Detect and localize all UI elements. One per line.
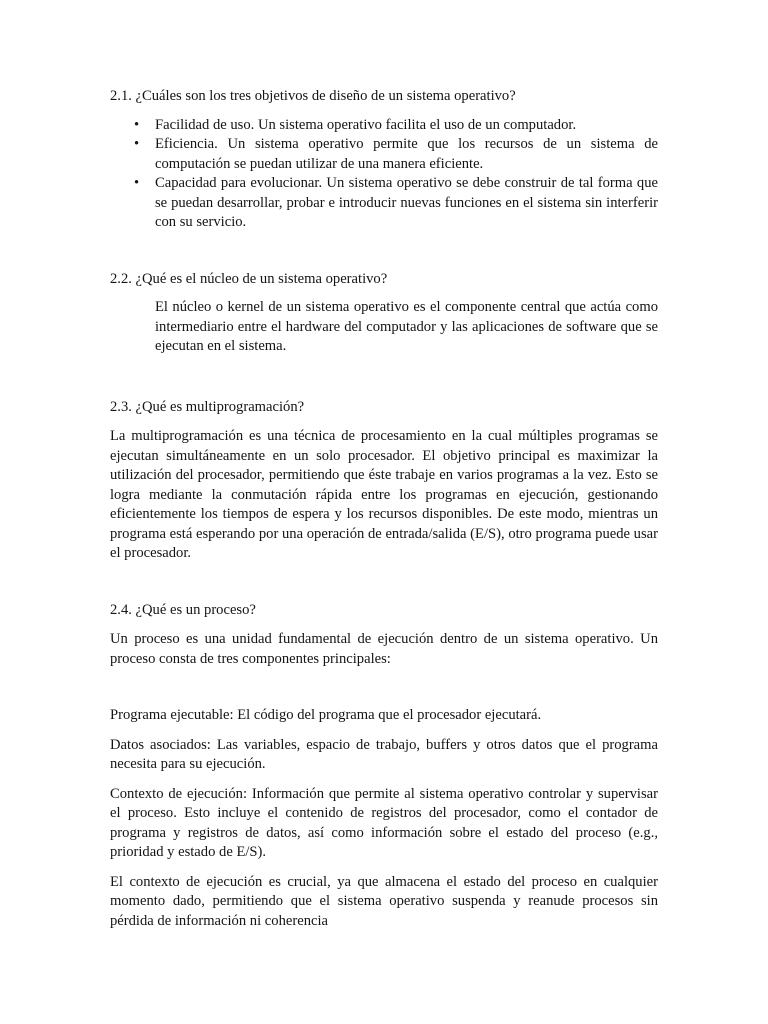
question-2-4: 2.4. ¿Qué es un proceso?: [110, 601, 256, 618]
question-2-3: 2.3. ¿Qué es multiprogramación?: [110, 398, 305, 415]
bullet-icon: •: [134, 175, 140, 191]
list-item: [134, 174, 658, 233]
list-item-text: Capacidad para evolucionar. Un sistema operativo se debe construir de tal forma que se puedan desarrollar, probar e introducir nuevas funciones en el sistema sin interferir con su servicio.: [155, 175, 658, 230]
list-item-text: Facilidad de uso. Un sistema operativo facilita el uso de un computador.: [155, 116, 577, 133]
process-component-data: Datos asociados: Las variables, espacio de trabajo, buffers y otros datos que el programa necesita para su ejecución.: [110, 736, 658, 772]
answer-2-4-closing: El contexto de ejecución es crucial, ya que almacena el estado del proceso en cualquier momento dado, permitiendo que el sistema operativo suspenda y reanude procesos sin pérdida de información ni coherencia: [110, 873, 658, 929]
list-item: [134, 116, 658, 136]
bullet-icon: •: [134, 136, 140, 152]
answer-2-3: La multiprogramación es una técnica de procesamiento en la cual múltiples programas se ejecutan simultáneamente en un solo procesador. El objetivo principal es maximizar la utilización del procesador, permitiendo que éste trabaje en varios programas a la vez. Esto se logra mediante la conmutación rápida entre los programas en ejecución, gestionando eficientemente los tiempos de espera y los recursos disponibles. De este modo, mientras un programa está esperando por una operación de entrada/salida (E/S), otro programa puede usar el procesador.: [110, 428, 658, 561]
list-item-text: Eficiencia. Un sistema operativo permite que los recursos de un sistema de computación se puedan utilizar de una manera eficiente.: [155, 136, 658, 172]
answer-2-2: El núcleo o kernel de un sistema operativo es el componente central que actúa como intermediario entre el hardware del computador y las aplicaciones de software que se ejecutan en el sistema.: [155, 299, 658, 354]
bullet-icon: •: [134, 116, 140, 133]
process-component-program: Programa ejecutable: El código del programa que el procesador ejecutará.: [110, 707, 542, 723]
process-component-context: Contexto de ejecución: Información que permite al sistema operativo controlar y supervisar el proceso. Esto incluye el contenido de registros del procesador, como el contador de programa y registros de datos, así como información sobre el estado del proceso (e.g., prioridad y estado de E/S).: [110, 785, 658, 860]
question-2-1: 2.1. ¿Cuáles son los tres objetivos de diseño de un sistema operativo?: [110, 88, 516, 104]
answer-2-4-intro: Un proceso es una unidad fundamental de ejecución dentro de un sistema operativo. Un proceso consta de tres componentes principales:: [110, 631, 658, 667]
design-goals-list: [110, 116, 658, 233]
list-item: [134, 135, 658, 174]
question-2-2: 2.2. ¿Qué es el núcleo de un sistema operativo?: [110, 270, 388, 287]
